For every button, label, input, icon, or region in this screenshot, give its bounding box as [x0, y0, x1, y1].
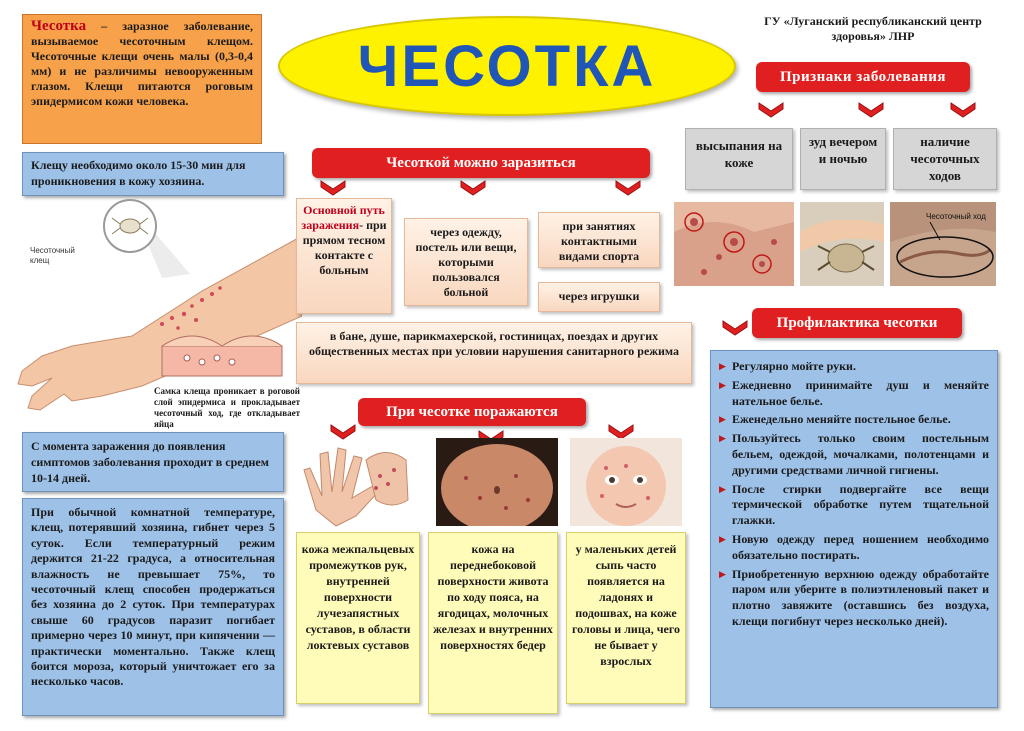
- prevention-item: ▶ Пользуйтесь только своим постельным бельем, одеждой, мочалками, полотенцами и другими средствами личной гигиены.: [719, 431, 989, 478]
- infection-header: Чесоткой можно заразиться: [312, 148, 650, 178]
- prevention-item: ▶ Еженедельно меняйте постельное белье.: [719, 412, 989, 428]
- skin-caption: Самка клеща проникает в роговой слой эпидермиса и прокладывает чесоточный ход, где откладывает яйца: [154, 386, 300, 429]
- title-ellipse: [278, 16, 736, 116]
- prevention-item: ▶ Новую одежду перед ношением необходимо обязательно постирать.: [719, 532, 989, 564]
- infection-toys: через игрушки: [538, 282, 660, 312]
- prevention-item: ▶ Ежедневно принимайте душ и меняйте нательное белье.: [719, 378, 989, 410]
- infection-public-places: в бане, душе, парикмахерской, гостиницах, поездах и других общественных местах при условии нарушения санитарного режима: [296, 322, 692, 384]
- affected-header: При чесотке поражаются: [358, 398, 586, 426]
- prevention-list: [719, 359, 989, 630]
- main-route-text: - при прямом тесном контакте с больным: [302, 218, 387, 277]
- prevention-item: ▶ После стирки подвергайте все вещи термической обработке путем тщательной глажки.: [719, 482, 989, 529]
- hand-rash-photo: [296, 440, 424, 528]
- affected-body: кожа на переднебоковой поверхности живота по ходу пояса, на ягодицах, молочных железах и внутренних поверхностях бедер: [428, 532, 558, 714]
- survival-note: При обычной комнатной температуре, клещ, потерявший хозяина, гибнет через 5 суток. Если температурный режим держится 21-22 градуса, а относительная влажность не превышает 75%, то чесоточный клещ способен продержаться без хозяина до 2 суток. При температурах свыше 60 градусов паразит погибает примерно через 10 минут, при кипячении — практически моментально. Также клещ боится мороза, который уничтожает его за несколько часов.: [22, 498, 284, 716]
- infection-sports: при занятиях контактными видами спорта: [538, 212, 660, 268]
- infection-clothes: через одежду, постель или вещи, которыми пользовался больной: [404, 218, 528, 306]
- mite-photo: [800, 202, 884, 286]
- main-route-title: Основной путь заражения: [301, 203, 385, 232]
- chevron-down-icon: [320, 180, 346, 196]
- chevron-down-icon: [758, 102, 784, 118]
- rash-hand-photo: [674, 202, 794, 286]
- chevron-down-icon: [330, 424, 356, 440]
- chevron-down-icon: [615, 180, 641, 196]
- incubation-note: С момента заражения до появления симптомов заболевания проходит в среднем 10-14 дней.: [22, 432, 284, 492]
- prevention-item: ▶ Регулярно мойте руки.: [719, 359, 989, 375]
- infection-main-route: [296, 198, 392, 314]
- chevron-down-icon: [858, 102, 884, 118]
- prevention-box: [710, 350, 998, 708]
- definition-box: [22, 14, 262, 144]
- affected-hands: кожа межпальцевых промежутков рук, внутренней поверхности лучезапястных суставов, в области локтевых суставов: [296, 532, 420, 704]
- sign-rash: высыпания на коже: [685, 128, 793, 190]
- prevention-item: ▶ Приобретенную верхнюю одежду обработайте паром или уберите в полиэтиленовый пакет и плотно завяжите (оставшись без воздуха, клещи погибнут через несколько дней).: [719, 567, 989, 630]
- chevron-down-icon: [460, 180, 486, 196]
- sign-burrows: наличие чесоточных ходов: [893, 128, 997, 190]
- belly-rash-photo: [436, 438, 558, 526]
- burrow-label: Чесоточный ход: [926, 212, 986, 221]
- organization-label: ГУ «Луганский республиканский центр здоровья» ЛНР: [764, 14, 982, 43]
- definition-term: Чесотка: [31, 18, 87, 34]
- chevron-down-icon: [722, 320, 748, 336]
- sign-itch: зуд вечером и ночью: [800, 128, 886, 190]
- signs-header: Признаки заболевания: [756, 62, 970, 92]
- definition-text: – заразное заболевание, вызываемое чесоточным клещом. Чесоточные клещи очень малы (0,3-0,4 мм) и не различимы невооруженным глазом. Клещи питаются роговым эпидермисом кожи человека.: [31, 19, 253, 108]
- page-title: ЧЕСОТКА: [357, 33, 657, 99]
- baby-rash-photo: [570, 438, 682, 526]
- affected-children: у маленьких детей сыпь часто появляется на ладонях и подошвах, на коже головы и лица, чего не бывает у взрослых: [566, 532, 686, 704]
- prevention-header: Профилактика чесотки: [752, 308, 962, 338]
- burrow-photo: [890, 202, 996, 286]
- mite-label: Чесоточный клещ: [30, 246, 75, 265]
- chevron-down-icon: [950, 102, 976, 118]
- penetration-note: Клещу необходимо около 15-30 мин для проникновения в кожу хозяина.: [22, 152, 284, 196]
- arm-illustration: [12, 196, 302, 440]
